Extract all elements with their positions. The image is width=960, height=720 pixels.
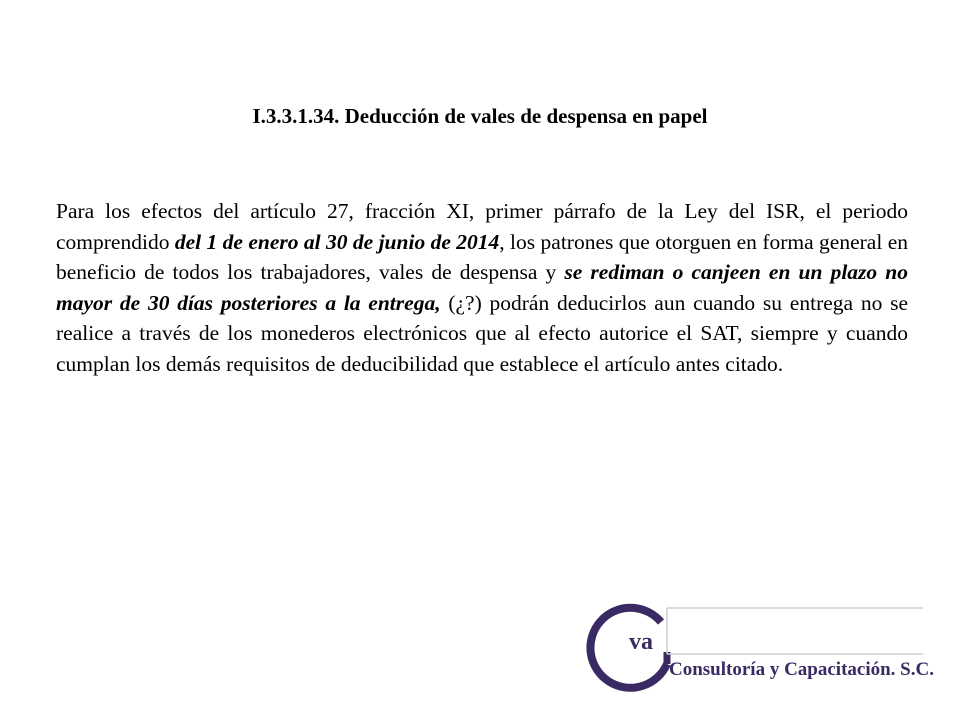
logo-company-name: Consultoría y Capacitación. S.C. [669, 659, 934, 680]
document-title: I.3.3.1.34. Deducción de vales de despensa en papel [252, 104, 708, 128]
company-logo [583, 600, 934, 700]
paragraph-segment: Para los efectos del artículo 27, fracción XI, primer párrafo de la Ley del ISR, el periodo comprendido [56, 199, 908, 254]
logo-va-text: va [629, 629, 653, 655]
document-paragraph [56, 196, 908, 379]
paragraph-emphasis-segment: se rediman o canjeen en un plazo no mayor de 30 días posteriores a la entrega, [56, 260, 909, 315]
paragraph-segment: (¿?) podrán deducirlos aun cuando su entrega no se realice a través de los monederos electrónicos que al efecto autorice el SAT, siempre y cuando cumplan los demás requisitos de deducibilidad que establece el artículo antes citado. [56, 290, 908, 376]
paragraph-segment: , los patrones que otorguen en forma general en beneficio de todos los trabajadores, vales de despensa y [56, 229, 908, 284]
paragraph-emphasis-segment: del 1 de enero al 30 de junio de 2014 [174, 229, 500, 254]
